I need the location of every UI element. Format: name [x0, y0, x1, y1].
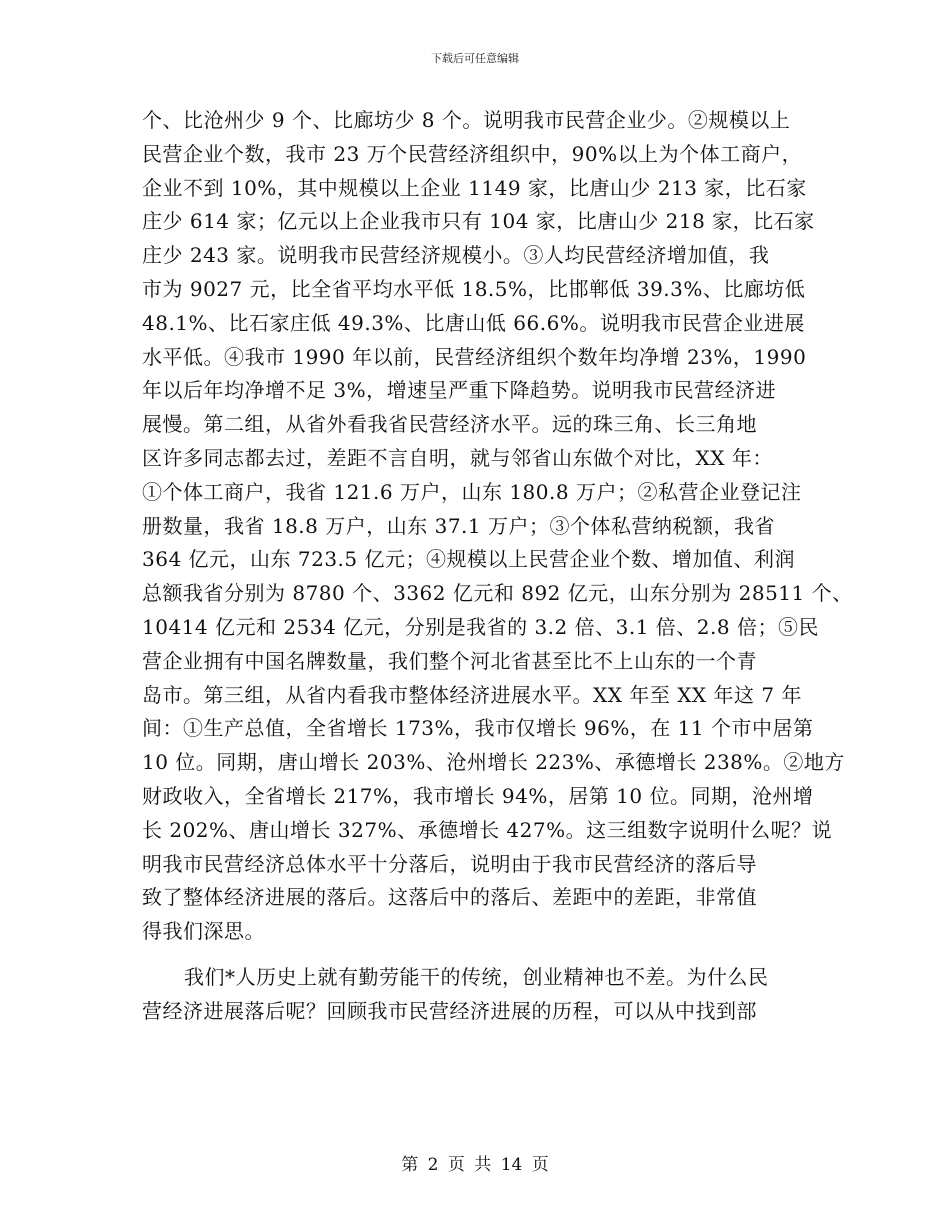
- text-line: 庄少 614 家；亿元以上企业我市只有 104 家，比唐山少 218 家，比石家: [142, 209, 815, 234]
- text-line: 长 202%、唐山增长 327%、承德增长 427%。这三组数字说明什么呢？说: [142, 817, 833, 842]
- text-line: 年以后年均净增不足 3%，增速呈严重下降趋势。说明我市民营经济进: [142, 378, 777, 403]
- text-line: 致了整体经济进展的落后。这落后中的落后、差距中的差距，非常值: [142, 885, 757, 910]
- text-line: ①个体工商户，我省 121.6 万户，山东 180.8 万户；②私营企业登记注: [142, 479, 802, 504]
- text-line: 民营企业个数，我市 23 万个民营经济组织中，90%以上为个体工商户，: [142, 141, 803, 166]
- text-line: 财政收入，全省增长 217%，我市增长 94%，居第 10 位。同期，沧州增: [142, 783, 814, 808]
- text-line: 得我们深思。: [142, 919, 265, 944]
- paragraph-spacer: [142, 949, 817, 961]
- text-line: 明我市民营经济总体水平十分落后，说明由于我市民营经济的落后导: [142, 851, 757, 876]
- paragraph-1: [142, 104, 853, 949]
- text-line: 我们*人历史上就有勤劳能干的传统，创业精神也不差。为什么民: [184, 964, 769, 989]
- text-line: 岛市。第三组，从省内看我市整体经济进展水平。XX 年至 XX 年这 7 年: [142, 682, 802, 707]
- text-line: 营企业拥有中国名牌数量，我们整个河北省甚至比不上山东的一个青: [142, 648, 757, 673]
- text-line: 个、比沧州少 9 个、比廊坊少 8 个。说明我市民营企业少。②规模以上: [142, 108, 791, 132]
- text-line: 企业不到 10%，其中规模以上企业 1149 家，比唐山少 213 家，比石家: [142, 175, 807, 200]
- document-body: [142, 104, 853, 1029]
- text-line: 总额我省分别为 8780 个、3362 亿元和 892 亿元，山东分别为 28511 个、: [142, 581, 853, 606]
- text-line: 间：①生产总值，全省增长 173%，我市仅增长 96%，在 11 个市中居第: [142, 716, 814, 741]
- text-line: 市为 9027 元，比全省平均水平低 18.5%，比邯郸低 39.3%、比廊坊低: [142, 276, 806, 301]
- text-line: 10 位。同期，唐山增长 203%、沧州增长 223%、承德增长 238%。②地方: [142, 750, 845, 775]
- page-header: 下载后可任意编辑: [431, 52, 519, 65]
- text-line: 册数量，我省 18.8 万户，山东 37.1 万户；③个体私营纳税额，我省: [142, 513, 775, 538]
- text-line: 庄少 243 家。说明我市民营经济规模小。③人均民营经济增加值，我: [142, 243, 770, 268]
- text-line: 10414 亿元和 2534 亿元，分别是我省的 3.2 倍、3.1 倍、2.8 倍；⑤民: [142, 614, 819, 639]
- paragraph-2: [142, 961, 817, 1029]
- text-line: 展慢。第二组，从省外看我省民营经济水平。远的珠三角、长三角地: [142, 412, 757, 437]
- text-line: 364 亿元，山东 723.5 亿元；④规模以上民营企业个数、增加值、利润: [142, 547, 796, 572]
- page-number: 第 2 页 共 14 页: [401, 1155, 549, 1175]
- text-line: 水平低。④我市 1990 年以前，民营经济组织个数年均净增 23%，1990: [142, 344, 807, 369]
- text-line: 48.1%、比石家庄低 49.3%、比唐山低 66.6%。说明我市民营企业进展: [142, 310, 805, 335]
- text-line: 区许多同志都去过，差距不言自明，就与邻省山东做个对比，XX 年：: [142, 445, 773, 470]
- text-line: 营经济进展落后呢？回顾我市民营经济进展的历程，可以从中找到部: [142, 998, 757, 1023]
